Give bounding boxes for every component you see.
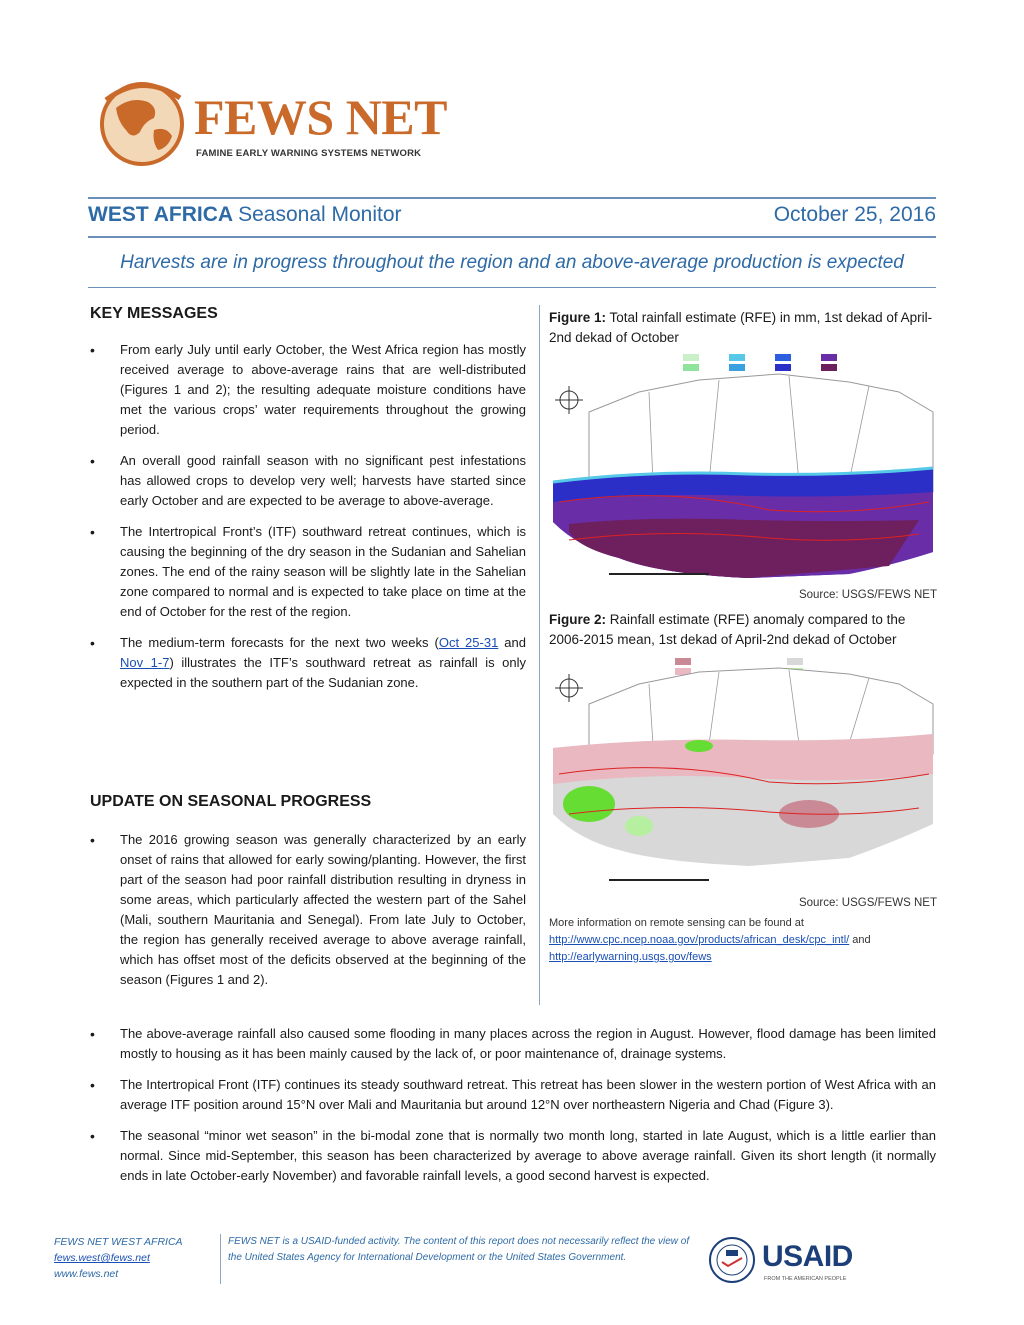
usaid-wordmark: USAID (762, 1240, 853, 1273)
figure-1-map (549, 352, 937, 587)
figure-1 (549, 308, 937, 601)
more-info-and: and (849, 934, 871, 946)
footer-org: FEWS NET WEST AFRICA (54, 1236, 183, 1248)
header-top-rule (88, 197, 936, 199)
header-bottom-rule (88, 236, 936, 238)
update-list-full (90, 1024, 936, 1197)
update-title: UPDATE ON SEASONAL PROGRESS (90, 793, 372, 810)
north-arrow-icon (555, 674, 583, 702)
key-messages-title: KEY MESSAGES (90, 305, 218, 322)
map-legend (683, 354, 837, 371)
list-item: • The above-average rainfall also caused some flooding in many places across the region in August. However, flood damage has been limited mostly to housing as it has been mainly caused by the lack of, or poor maintenance of, drainage systems. (90, 1024, 936, 1064)
footer-divider (220, 1234, 221, 1284)
usgs-link[interactable]: http://earlywarning.usgs.gov/fews (549, 951, 712, 963)
report-header (88, 203, 936, 233)
update-list-left (90, 830, 526, 1001)
list-item: • An overall good rainfall season with no significant pest infestations has allowed crops to develop very well; harvests have started since early October and are expected to be average to above-average. (90, 451, 526, 511)
forecast-text-3: ) illustrates the ITF’s southward retreat as rainfall is only expected in the southern part of the Sudanian zone. (120, 655, 526, 690)
list-item: • The seasonal “minor wet season” in the bi-modal zone that is normally two month long, started in late August, which is a little earlier than normal. Since mid-September, this season has been characterized by average to above average rainfall. Given its short length (it normally ends in late October-early November) and favorable rainfall levels, a good second harvest is expected. (90, 1126, 936, 1186)
report-type: Seasonal Monitor (238, 203, 402, 226)
figure-1-caption-text: Total rainfall estimate (RFE) in mm, 1st dekad of April-2nd dekad of October (549, 310, 933, 345)
list-item: • The 2016 growing season was generally characterized by an early onset of rains that allowed for early sowing/planting. However, the first part of the season had poor rainfall distribution resulting in dryness in some areas, which particularly affected the western part of the Sahel (Mali, southern Mauritania and Senegal). From late July to October, the region has generally received average to above average rainfall, which has offset most of the deficits observed at the beginning of the season (Figures 1 and 2). (90, 830, 526, 990)
usaid-tagline: FROM THE AMERICAN PEOPLE (764, 1276, 847, 1282)
figure-1-label: Figure 1: (549, 310, 607, 325)
headline: Harvests are in progress throughout the region and an above-average production is expected (120, 252, 904, 273)
anomaly-map (549, 654, 937, 890)
globe-icon (96, 78, 196, 170)
figure-2-source: Source: USGS/FEWS NET (798, 897, 937, 909)
figure-2-caption-text: Rainfall estimate (RFE) anomaly compared to the 2006-2015 mean, 1st dekad of April-2nd dekad of October (549, 612, 906, 647)
list-item: • From early July until early October, the West Africa region has mostly received average to above-average rains that are well-distributed (Figures 1 and 2); the resulting adequate moisture conditions have met the various crops’ water requirements throughout the growing period. (90, 340, 526, 440)
list-item (90, 633, 526, 693)
forecast-link-nov[interactable]: Nov 1-7 (120, 655, 170, 670)
fews-net-logo (96, 78, 448, 170)
usaid-logo (708, 1236, 928, 1288)
figure-2-caption (549, 610, 937, 650)
footer-site: www.fews.net (54, 1268, 119, 1280)
figure-2 (549, 610, 937, 966)
logo-subtitle: FAMINE EARLY WARNING SYSTEMS NETWORK (196, 148, 422, 159)
region-name: WEST AFRICA (88, 203, 233, 226)
more-info-text: More information on remote sensing can be found at (549, 917, 804, 929)
key-messages-list (90, 340, 526, 704)
logo-wordmark: FEWS NET (194, 89, 448, 145)
column-divider (539, 305, 540, 1005)
figure-2-map (549, 654, 937, 895)
list-item: • The Intertropical Front’s (ITF) southward retreat continues, which is causing the beginning of the dry season in the Sudanian and Sahelian zones. The end of the rainy season will be slightly late in the Sahelian zone compared to normal and is expected to take place on time at the end of October for the rest of the region. (90, 522, 526, 622)
rainfall-map (549, 352, 937, 582)
more-info (549, 915, 937, 966)
headline-rule (88, 287, 936, 288)
north-arrow-icon (555, 386, 583, 414)
list-item: • The Intertropical Front (ITF) continues its steady southward retreat. This retreat has been slower in the western portion of West Africa with an average ITF position around 15°N over Mali and Mauritania but around 12°N over northeastern Nigeria and Chad (Figure 3). (90, 1075, 936, 1115)
figure-2-label: Figure 2: (549, 612, 607, 627)
forecast-text-1: The medium-term forecasts for the next two weeks ( (120, 635, 439, 650)
report-date: October 25, 2016 (773, 203, 936, 226)
footer-contact (54, 1234, 183, 1282)
footer (54, 1234, 984, 1294)
figure-1-caption (549, 308, 937, 348)
cpc-link[interactable]: http://www.cpc.ncep.noaa.gov/products/african_desk/cpc_intl/ (549, 934, 850, 946)
figure-1-source: Source: USGS/FEWS NET (798, 589, 937, 601)
footer-disclaimer: FEWS NET is a USAID-funded activity. The content of this report does not necessarily reflect the view of the United States Agency for International Development or the United States Government. (228, 1236, 690, 1263)
region-title (88, 203, 402, 227)
forecast-text-2: and (498, 635, 526, 650)
footer-email-link[interactable]: fews.west@fews.net (54, 1252, 150, 1264)
usaid-seal-icon (708, 1236, 756, 1284)
forecast-link-oct[interactable]: Oct 25-31 (438, 635, 499, 650)
